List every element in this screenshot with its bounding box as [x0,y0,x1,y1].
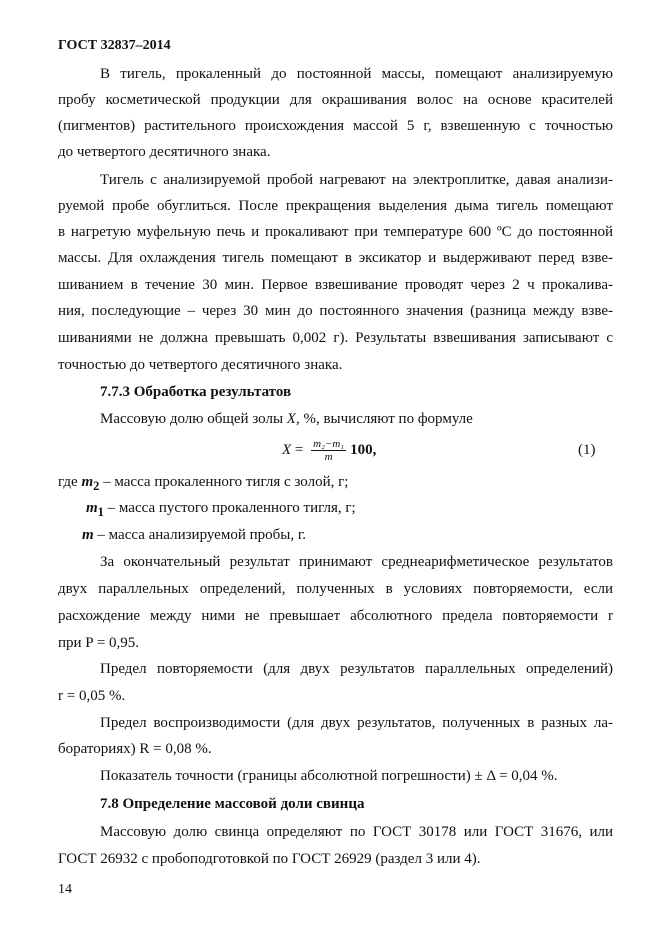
where-line: m – масса анализируемой пробы, г. [82,527,307,543]
para2-line: массы. Для охлаждения тигель помещают в эксикатор и выдерживают перед взве- [58,250,613,266]
para2-line: ния, последующие – через 30 мин до постоянного значения (разница между взве- [58,303,613,319]
para2-line: руемой пробе обуглиться. После прекращения выделения дыма тигель помещают [58,198,613,214]
section-heading-7-8: 7.8 Определение массовой доли свинца [100,796,365,812]
para2-line: Тигель с анализируемой пробой нагревают на электроплитке, давая анализи- [100,172,613,188]
para3-line: при P = 0,95. [58,635,140,651]
where-line: где $m_2$ – масса прокаленного тигля с золой, г; [58,474,349,493]
para6-line: Показатель точности (границы абсолютной погрешности) ± Δ = 0,04 %. [100,768,558,784]
formula-multiplier: 100, [350,441,377,458]
para1-line: пробу косметической продукции для окрашивания волос на основе красителей [58,92,613,108]
para2-line: точностью до четвертого десятичного знака. [58,357,343,373]
where-line: $m_1$ – масса пустого прокаленного тигля, г; [86,500,356,519]
para4-line: Предел повторяемости (для двух результатов параллельных определений) [100,661,613,677]
para1-line: (пигментов) растительного происхождения массой 5 г, взвешенную с точностью [58,118,613,134]
equation-number: (1) [578,442,596,458]
para2-line: шиваниями не должна превышать 0,002 г). Результаты взвешивания записывают с [58,330,613,346]
para7-line: ГОСТ 26932 с пробоподготовкой по ГОСТ 26929 (раздел 3 или 4). [58,851,481,867]
para1-line: до четвертого десятичного знака. [58,144,271,160]
formula-intro: Массовую долю общей золы X, %, вычисляют по формуле [100,411,473,427]
page-number: 14 [58,882,72,897]
para5-line: Предел воспроизводимости (для двух результатов, полученных в разных ла- [100,715,613,731]
section-heading-7-7-3: 7.7.3 Обработка результатов [100,384,292,400]
document-header: ГОСТ 32837–2014 [58,38,171,53]
para3-line: двух параллельных определений, полученных в условиях повторяемости, если [58,581,613,597]
para4-line: r = 0,05 %. [58,688,126,704]
para3-line: За окончательный результат принимают среднеарифметическое результатов [100,554,613,570]
para2-line: в нагретую муфельную печь и прокаливают при температуре 600 ºС до постоянной [58,224,613,240]
para5-line: бораториях) R = 0,08 %. [58,741,212,757]
formula-fraction: $\frac{\text{m₂−m₁}}{m}$ [313,438,345,463]
para3-line: расхождение между ними не превышает абсолютного предела повторяемости r [58,608,613,624]
para1-line: В тигель, прокаленный до постоянной массы, помещают анализируемую [100,66,613,82]
para7-line: Массовую долю свинца определяют по ГОСТ 30178 или ГОСТ 31676, или [100,824,613,840]
para2-line: шиванием в течение 30 мин. Первое взвешивание проводят через 2 ч прокалива- [58,277,613,293]
formula-lhs: X [282,441,292,458]
formula-1: X = $\frac{\text{m₂−m₁}}{m}$ 100, [282,438,377,463]
